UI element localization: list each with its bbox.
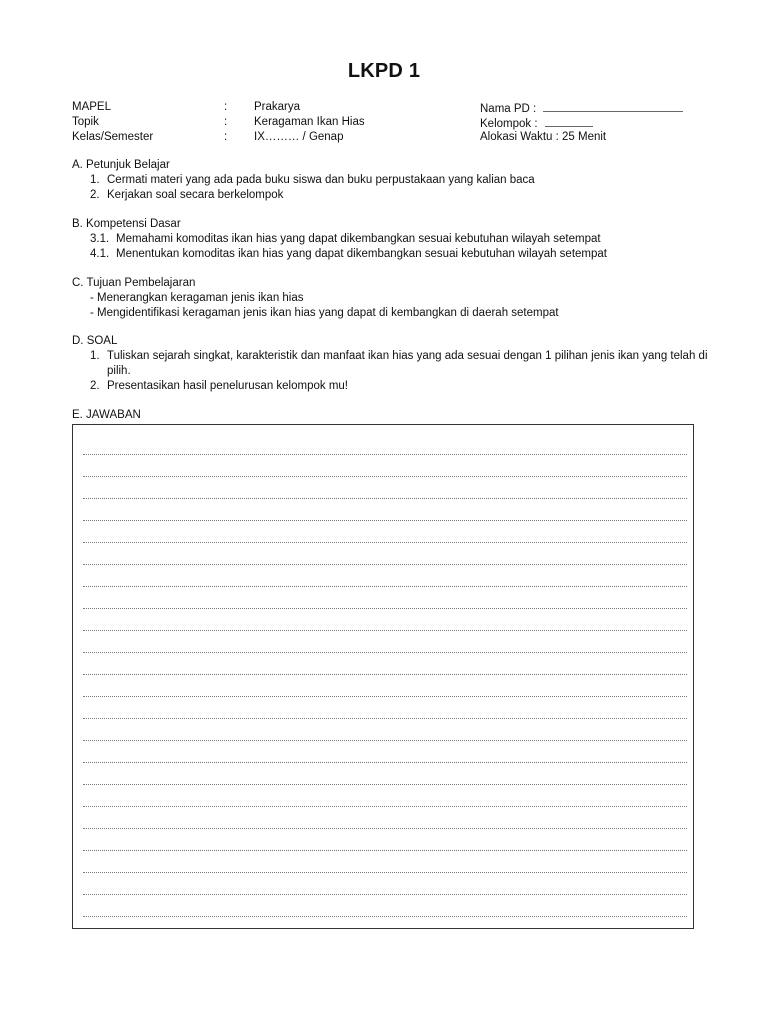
section-soal [72,334,712,394]
answer-writing-line[interactable] [83,652,687,653]
kelas-value: IX……… / Genap [254,131,344,143]
item-text: Presentasikan hasil penelurusan kelompok mu! [107,380,348,392]
item-number: 2. [90,189,100,201]
kelompok-label: Kelompok : [480,118,538,130]
topik-colon: : [224,116,228,128]
kelas-colon: : [224,131,228,143]
item-number: 1. [90,350,100,362]
list-item [72,232,712,247]
section-jawaban [72,408,712,423]
list-item [72,188,712,203]
answer-writing-line[interactable] [83,476,687,477]
answer-writing-line[interactable] [83,872,687,873]
answer-writing-line[interactable] [83,806,687,807]
answer-writing-line[interactable] [83,498,687,499]
answer-writing-line[interactable] [83,784,687,785]
nama-pd-blank[interactable] [543,100,683,112]
answer-writing-line[interactable] [83,718,687,719]
answer-writing-line[interactable] [83,894,687,895]
answer-writing-line[interactable] [83,850,687,851]
mapel-value: Prakarya [254,101,301,113]
section-heading: A. Petunjuk Belajar [72,159,170,171]
list-item: - Menerangkan keragaman jenis ikan hias [90,292,304,304]
item-text: Kerjakan soal secara berkelompok [107,189,284,201]
item-text: Menentukan komoditas ikan hias yang dapat dikembangkan sesuai kebutuhan wilayah setempat [116,248,607,260]
answer-writing-line[interactable] [83,564,687,565]
answer-writing-line[interactable] [83,520,687,521]
list-item [72,173,712,188]
header-info [72,100,712,145]
answer-writing-line[interactable] [83,630,687,631]
kelompok-blank[interactable] [545,115,593,127]
list-item [72,379,712,394]
item-text: Memahami komoditas ikan hias yang dapat dikembangkan sesuai kebutuhan wilayah setempat [116,233,601,245]
meta-row-mapel [72,100,712,115]
answer-writing-line[interactable] [83,608,687,609]
kelas-label: Kelas/Semester [72,131,154,143]
topik-label: Topik [72,116,99,128]
answer-writing-line[interactable] [83,740,687,741]
list-item [72,247,712,262]
item-number: 4.1. [90,248,110,260]
section-heading: B. Kompetensi Dasar [72,218,181,230]
answer-writing-line[interactable] [83,828,687,829]
section-heading: C. Tujuan Pembelajaran [72,277,196,289]
item-text: Cermati materi yang ada pada buku siswa dan buku perpustakaan yang kalian baca [107,174,535,186]
list-item [72,349,712,379]
section-kompetensi-dasar [72,217,712,262]
topik-value: Keragaman Ikan Hias [254,116,365,128]
meta-row-kelas [72,130,712,145]
section-tujuan-pembelajaran [72,276,712,321]
answer-writing-line[interactable] [83,762,687,763]
list-item: - Mengidentifikasi keragaman jenis ikan hias yang dapat di kembangkan di daerah setempat [90,307,559,319]
section-heading: D. SOAL [72,335,118,347]
mapel-colon: : [224,101,228,113]
item-number: 1. [90,174,100,186]
answer-writing-line[interactable] [83,916,687,917]
answer-writing-line[interactable] [83,542,687,543]
answer-writing-line[interactable] [83,454,687,455]
alokasi-waktu: Alokasi Waktu : 25 Menit [480,131,607,143]
item-number: 2. [90,380,100,392]
answer-writing-line[interactable] [83,674,687,675]
page-title: LKPD 1 [347,60,421,82]
answer-box[interactable] [72,424,694,929]
nama-pd-label: Nama PD : [480,103,537,115]
meta-row-topik [72,115,712,130]
answer-writing-line[interactable] [83,696,687,697]
item-text: Tuliskan sejarah singkat, karakteristik dan manfaat ikan hias yang ada sesuai dengan 1 pilihan jenis ikan yang telah di pilih. [107,350,708,377]
item-number: 3.1. [90,233,110,245]
section-petunjuk-belajar [72,158,712,203]
mapel-label: MAPEL [72,101,111,113]
section-heading: E. JAWABAN [72,409,141,421]
answer-writing-line[interactable] [83,586,687,587]
